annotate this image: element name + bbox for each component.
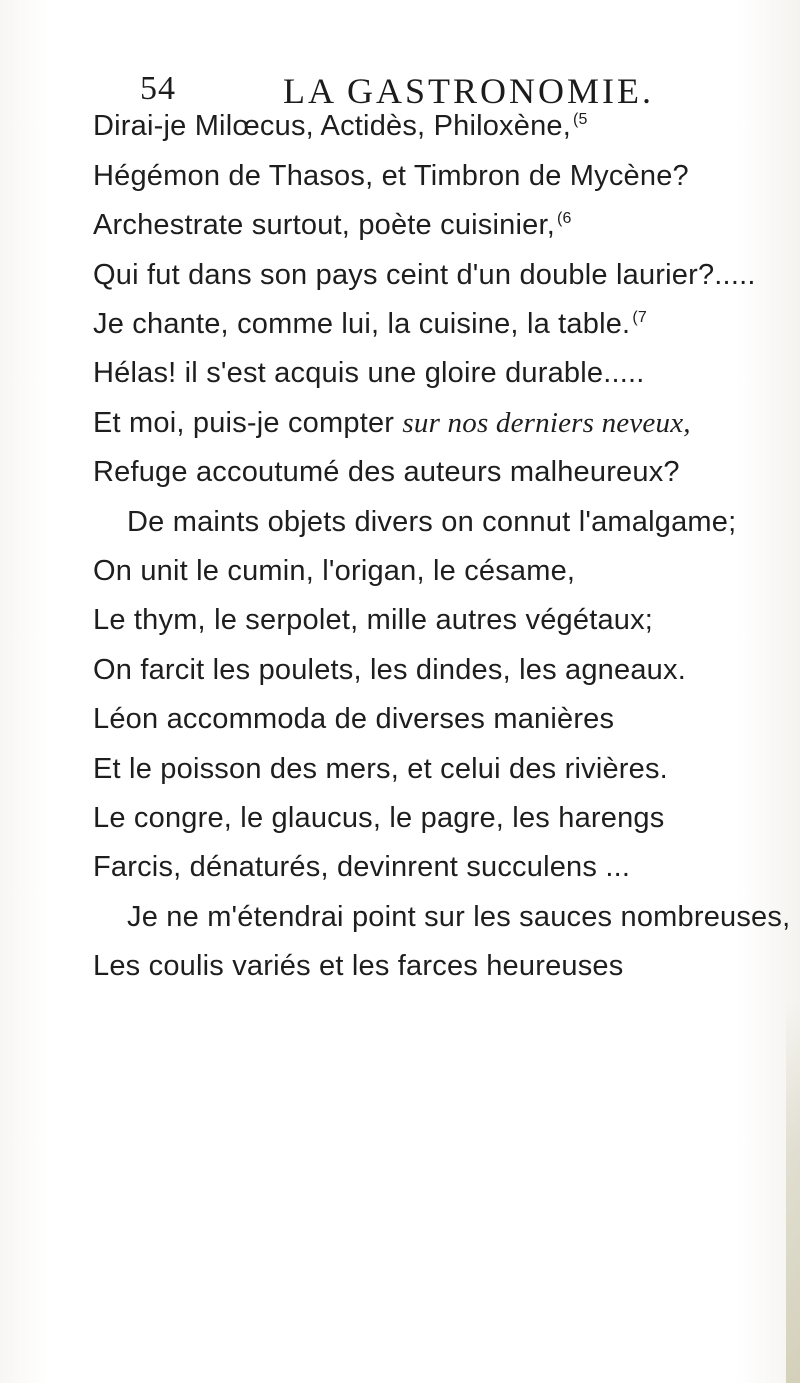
verse-line	[93, 110, 588, 143]
verse-line	[93, 654, 686, 687]
verse-text: Archestrate surtout, poète cuisinier,	[93, 209, 555, 241]
verse-text: De maints objets divers on connut l'amalgame;	[127, 506, 737, 538]
verse-line	[93, 555, 575, 588]
verse-line	[93, 456, 680, 489]
verse-line	[127, 506, 736, 539]
verse-line	[93, 851, 630, 884]
verse-text: Hélas! il s'est acquis une gloire durable.....	[93, 357, 645, 389]
verse-line	[93, 308, 647, 341]
verse-text: Le congre, le glaucus, le pagre, les harengs	[93, 802, 665, 834]
verse-line	[93, 802, 664, 835]
verse-text: On farcit les poulets, les dindes, les agneaux.	[93, 654, 686, 686]
verse-text: Qui fut dans son pays ceint d'un double laurier?.....	[93, 259, 756, 291]
running-title: LA GASTRONOMIE.	[283, 71, 655, 111]
verse-text: Et moi, puis-je compter	[93, 407, 395, 439]
note-marker: (6	[556, 210, 572, 228]
verse-italic-text: sur nos derniers neveux,	[402, 407, 691, 439]
verse-line	[93, 604, 653, 637]
verse-text: Et le poisson des mers, et celui des rivières.	[93, 753, 668, 785]
page-edge-shadow	[786, 1000, 800, 1383]
verse-text: Dirai-je Milœcus, Actidès, Philoxène,	[93, 110, 571, 142]
verse-line	[93, 703, 614, 736]
verse-text: Les coulis variés et les farces heureuses	[93, 950, 624, 982]
verse-line	[93, 209, 572, 242]
verse-text: Hégémon de Thasos, et Timbron de Mycène?	[93, 160, 689, 192]
verse-text: Farcis, dénaturés, devinrent succulens ...	[93, 851, 631, 883]
verse-line	[93, 950, 623, 983]
verse-text: Refuge accoutumé des auteurs malheureux?	[93, 456, 680, 488]
verse-text: On unit le cumin, l'origan, le césame,	[93, 555, 576, 587]
note-marker: (7	[632, 309, 647, 327]
verse-line	[93, 357, 645, 390]
verse-line	[127, 901, 790, 934]
verse-line	[93, 160, 689, 193]
verse-text: Je chante, comme lui, la cuisine, la table.	[93, 308, 631, 340]
verse-line	[93, 259, 756, 292]
note-marker: (5	[573, 111, 588, 129]
verse-text: Le thym, le serpolet, mille autres végétaux;	[93, 604, 654, 636]
verse-text: Je ne m'étendrai point sur les sauces nombreuses,	[127, 901, 791, 933]
verse-text: Léon accommoda de diverses manières	[93, 703, 615, 735]
verse-line	[93, 753, 668, 786]
page-number: 54	[140, 70, 176, 107]
verse-line	[93, 407, 691, 440]
